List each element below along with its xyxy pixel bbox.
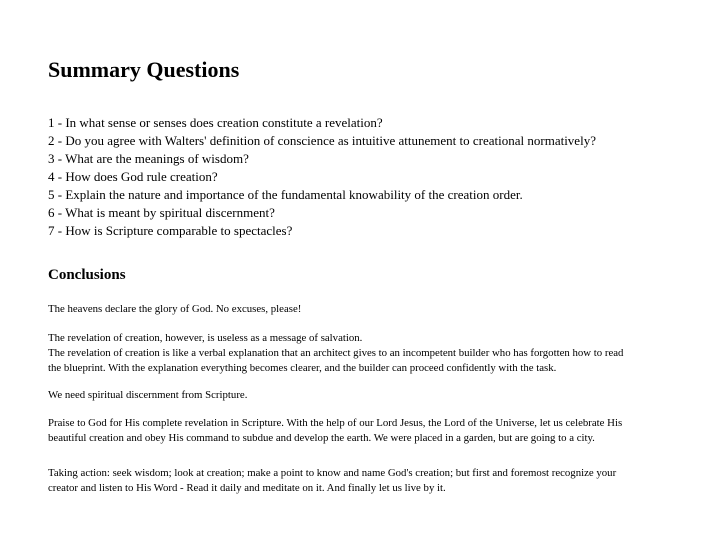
conclusion-paragraph-heavens (48, 302, 698, 317)
page-title: Summary Questions (48, 57, 240, 82)
summary-questions-list (48, 114, 596, 240)
paragraph-line: beautiful creation and obey His command to subdue and develop the earth. We were placed in a garden, but are going to a city. (48, 432, 595, 444)
question-item: 1 - In what sense or senses does creation constitute a revelation? (48, 115, 383, 130)
paragraph-line: The heavens declare the glory of God. No excuses, please! (48, 303, 302, 315)
conclusion-paragraph-revelation (48, 331, 698, 376)
paragraph-line: The revelation of creation is like a verbal explanation that an architect gives to an incompetent builder who has forgotten how to read (48, 347, 624, 359)
question-item: 2 - Do you agree with Walters' definition of conscience as intuitive attunement to creational normatively? (48, 133, 596, 148)
paragraph-line: Taking action: seek wisdom; look at creation; make a point to know and name God's creation; but first and foremost recognize your (48, 467, 617, 479)
question-item: 4 - How does God rule creation? (48, 169, 218, 184)
paragraph-line: creator and listen to His Word - Read it daily and meditate on it. And finally let us live by it. (48, 482, 446, 494)
conclusion-paragraph-discernment (48, 388, 698, 403)
conclusion-paragraph-praise (48, 416, 698, 446)
question-item: 3 - What are the meanings of wisdom? (48, 151, 249, 166)
paragraph-line: The revelation of creation, however, is useless as a message of salvation. (48, 332, 363, 344)
question-item: 6 - What is meant by spiritual discernment? (48, 205, 275, 220)
question-item: 5 - Explain the nature and importance of the fundamental knowability of the creation order. (48, 187, 523, 202)
paragraph-line: We need spiritual discernment from Scripture. (48, 389, 248, 401)
question-item: 7 - How is Scripture comparable to spectacles? (48, 223, 293, 238)
conclusions-heading: Conclusions (48, 267, 126, 283)
conclusion-paragraph-action (48, 466, 698, 496)
paragraph-line: the blueprint. With the explanation everything becomes clearer, and the builder can proceed confidently with the task. (48, 362, 557, 374)
paragraph-line: Praise to God for His complete revelation in Scripture. With the help of our Lord Jesus, the Lord of the Universe, let us celebrate His (48, 417, 623, 429)
